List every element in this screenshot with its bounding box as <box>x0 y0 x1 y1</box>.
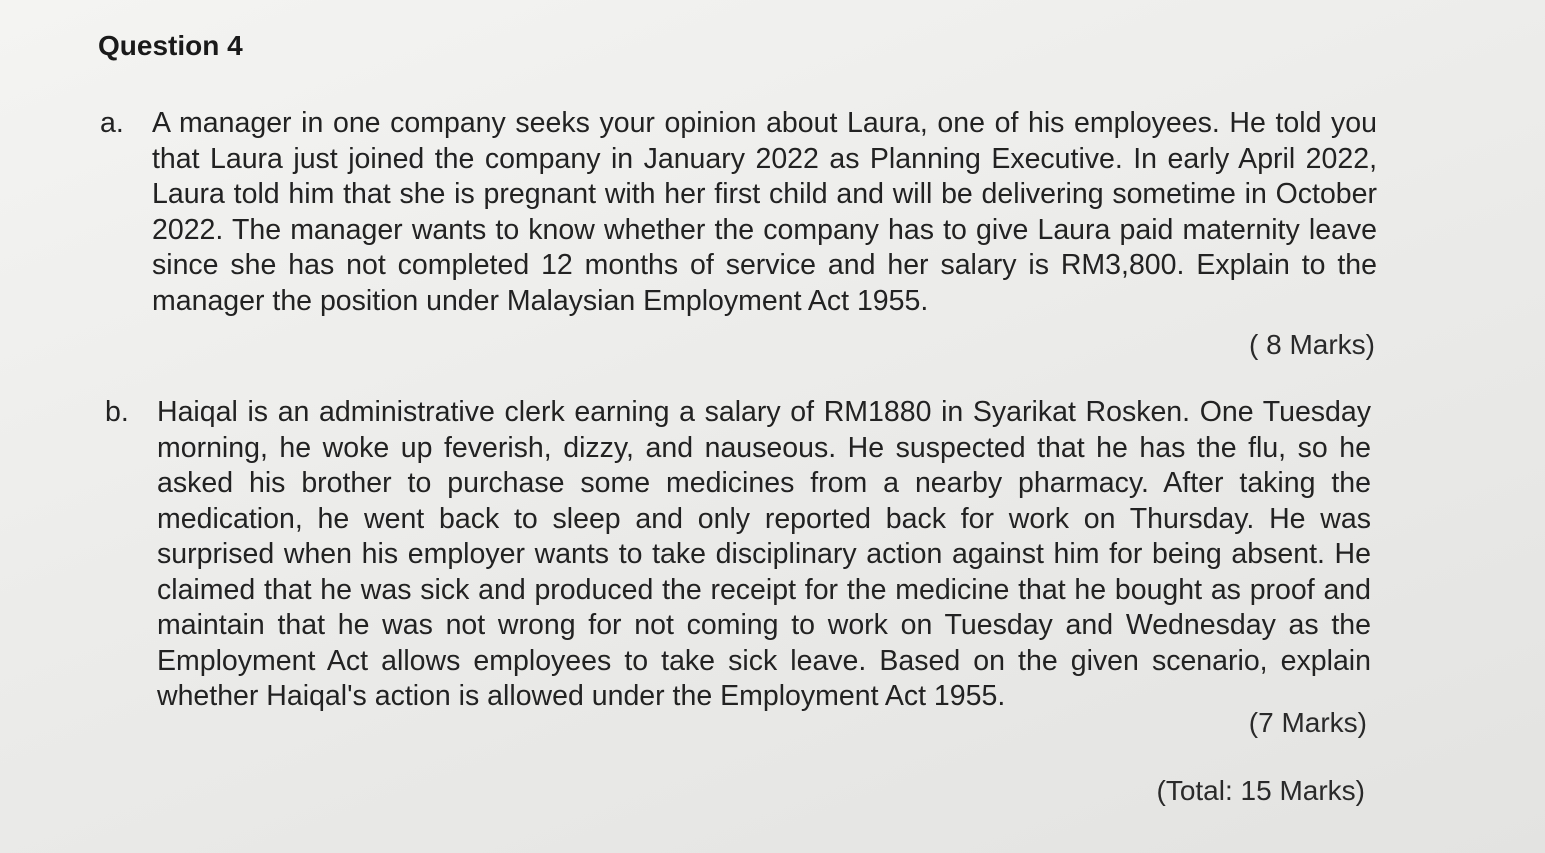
part-b-label: b. <box>105 396 129 428</box>
part-b-text: Haiqal is an administrative clerk earning a salary of RM1880 in Syarikat Rosken. One Tuesday morning, he woke up feverish, dizzy, and nauseous. He suspected that he has the flu, so he asked his brother to purchase some medicines from a nearby pharmacy. After taking the medication, he went back to sleep and only reported back for work on Thursday. He was surprised when his employer wants to take disciplinary action against him for being absent. He claimed that he was sick and produced the receipt for the medicine that he bought as proof and maintain that he was not wrong for not coming to work on Tuesday and Wednesday as the Employment Act allows employees to take sick leave. Based on the given scenario, explain whether Haiqal's action is allowed under the Employment Act 1955. <box>157 396 1371 712</box>
part-b-marks: (7 Marks) <box>1248 707 1367 738</box>
part-a-marks: ( 8 Marks) <box>1249 329 1375 360</box>
part-a-text: A manager in one company seeks your opinion about Laura, one of his employees. He told you that Laura just joined the company in January 2022 as Planning Executive. In early April 2022, Laura told him that she is pregnant with her first child and will be delivering sometime in October 2022. The manager wants to know whether the company has to give Laura paid maternity leave since she has not completed 12 months of service and her salary is RM3,800. Explain to the manager the position under Malaysian Employment Act 1955. <box>152 107 1377 317</box>
total-marks: (Total: 15 Marks) <box>1156 775 1365 806</box>
question-part-a <box>100 106 1377 319</box>
question-heading: Question 4 <box>98 30 243 61</box>
question-part-b <box>105 395 1371 715</box>
part-a-label: a. <box>100 107 124 139</box>
